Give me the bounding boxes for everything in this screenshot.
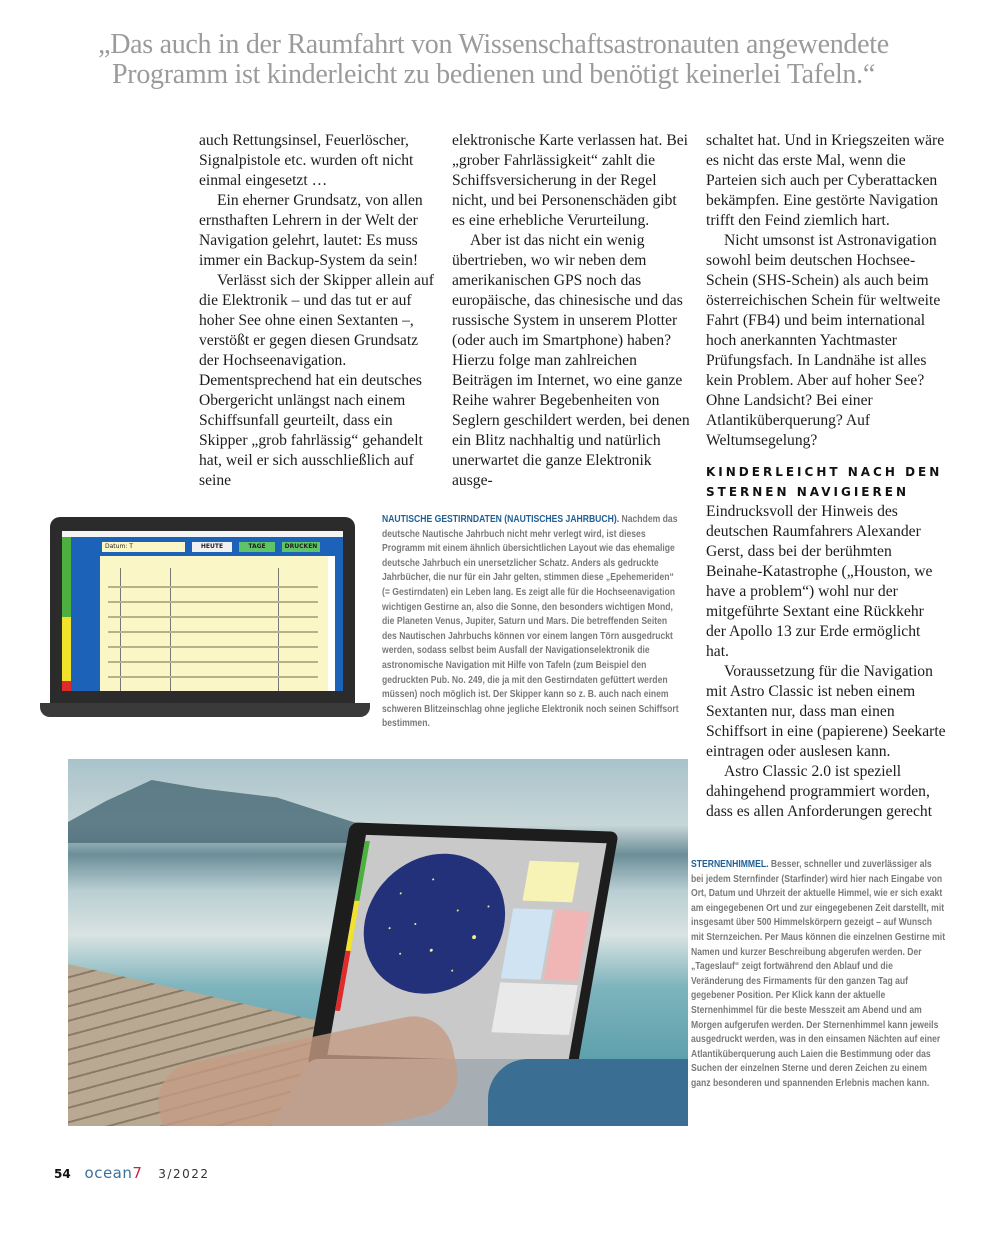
star xyxy=(432,878,434,880)
days-button: TAGE xyxy=(239,542,275,552)
laptop-almanac-image xyxy=(40,515,370,725)
caption-text: Besser, schneller und zuverlässiger als bei jedem Sternfinder (Starfinder) wird hier nach Eingabe von Ort, Datum und Uhrzeit der aktuelle Himmel, wie er sich exakt am eingegebenen Ort und zur eingegebenen Zeit darstellt, mit insgesamt über 500 Himmelskörpern gezeigt – auf Wunsch mit Sternzeichen. Per Maus können die einzelnen Gestirne mit Namen und kurzer Beschreibung abgerufen werden. Der „Tageslauf“ zeigt fortwährend den Ablauf und die Veränderung des Firmaments für den ganzen Tag auf gegebener Position. Per Klick kann der aktuelle Sternenhimmel für die beste Messzeit am Abend und am Morgen aufgerufen werden. Der Sternenhimmel kann jeweils ausgedruckt werden, was in den einsamen Nächten auf einer Atlantiküberquerung auch Laien die Bestimmung oder das Suchen der einzelnen Sterne und deren Zeichen zu einem ganz besonderen und spannenden Erlebnis machen kann. xyxy=(691,858,946,1089)
paragraph: Nicht umsonst ist Astronavigation sowohl beim deutschen Hochsee-Schein (SHS-Schein) als auch beim österreichischen Schein für weltweite Fahrt (FB4) und beim international hoch anerkannten Yachtmaster Prüfungsfach. In Landnähe ist alles kein Problem. Aber auf hoher See? Ohne Landsicht? Bei einer Atlantiküberquerung? Auf Weltumsegelung? xyxy=(706,232,941,449)
caption-lead: NAUTISCHE GESTIRNDATEN (NAUTISCHES JAHRBUCH). xyxy=(382,513,620,525)
star-chart-disc xyxy=(353,851,517,996)
logo-text: ocean xyxy=(84,1164,133,1182)
star xyxy=(451,970,453,972)
person-legs xyxy=(488,1059,688,1126)
pull-quote-line-1: „Das auch in der Raumfahrt von Wissenschaftsastronauten angewendete xyxy=(98,29,889,60)
pull-quote xyxy=(0,30,987,90)
table-row-band xyxy=(108,586,318,588)
pull-quote-line-2: Programm ist kinderleicht zu bedienen und benötigt keinerlei Tafeln.“ xyxy=(112,59,875,90)
laptop-lid xyxy=(50,517,355,707)
caption-star-sky xyxy=(691,857,945,1091)
star xyxy=(430,949,434,952)
article-column-2 xyxy=(452,131,692,491)
date-field: Datum: T xyxy=(102,542,185,552)
paragraph: Aber ist das nicht ein wenig übertrieben, wo wir neben dem amerikanischen GPS noch das europäische, das chinesische und das russische System in unserem Plotter (oder auch im Smartphone) haben? Hierzu folge man zahlreichen Beiträgen im Internet, wo eine ganze Reihe wahrer Begebenheiten von Seglern geschildert werden, bei denen ein Blitz nachhaltig und natürlich unerwartet die ganze Elektronik ausge- xyxy=(452,232,690,489)
scrollbar xyxy=(328,556,335,691)
section-subheading: KINDERLEICHT NACH DEN STERNEN NAVIGIEREN xyxy=(706,465,943,499)
paragraph: Voraussetzung für die Navigation mit Astro Classic ist neben einem Sextanten nur, dass man einen Schiffsort in eine (papierene) Seekarte eintragen oder auslesen kann. xyxy=(706,663,946,760)
page-number: 54 xyxy=(54,1167,71,1181)
star xyxy=(414,923,416,925)
table-row-band xyxy=(108,676,318,678)
help-side-button xyxy=(62,617,71,681)
table-row-band xyxy=(108,661,318,663)
star xyxy=(472,935,477,939)
star xyxy=(400,892,402,894)
back-side-button xyxy=(62,537,71,617)
table-row-band xyxy=(108,631,318,633)
print-button: DRUCKEN xyxy=(282,542,320,552)
paragraph: elektronische Karte verlassen hat. Bei „grober Fahrlässigkeit“ zahlt die Schiffsversicherung in der Regel nicht, und bei Personenschäden gibt es eine erhebliche Verurteilung. xyxy=(452,132,688,229)
laptop-base xyxy=(40,703,370,717)
table-row-band xyxy=(108,601,318,603)
article-column-3 xyxy=(706,131,946,822)
caption-nautical-data xyxy=(382,512,684,731)
page-footer xyxy=(54,1164,209,1182)
red-side-marker xyxy=(62,681,71,691)
paragraph: Astro Classic 2.0 ist speziell dahingehend programmiert worden, dass es allen Anforderungen gerecht xyxy=(706,763,933,820)
paragraph: Eindrucksvoll der Hinweis des deutschen Raumfahrers Alexander Gerst, dass bei der berühmten Beinahe-Katastrophe („Houston, we have a problem“) wohl nur der mitgeführte Sextant eine Rückkehr der Apollo 13 zur Erde ermöglicht hat. xyxy=(706,503,933,660)
star xyxy=(399,953,401,955)
caption-text: Nachdem das deutsche Nautische Jahrbuch nicht mehr verlegt wird, ist dieses Programm mit einem ähnlich übersichtlichen Layout wie das ehemalige deutsche Jahrbuch ein unersetzlicher Schatz. Anders als gedruckte Jahrbücher, die nur für ein Jahr gelten, stimmen diese „Epehemeriden“ (= Gestirndaten) ein Leben lang. Es zeigt alle für die Hochseenavigation wichtigen Gestirne an, also die Sonne, den besonders wichtigen Mond, die Planeten Venus, Jupiter, Saturn und Mars. Die betreffenden Seiten des Nautischen Jahrbuchs können vor einem langen Törn ausgedruckt werden, sodass selbst beim Ausfall der Navigationselektronik die astronomische Navigation mit Hilfe von Tafeln (zum Beispiel den gedruckten Pub. No. 249, die ja mit den Gestirndaten gefüttert werden müssen) noch möglich ist. Der Skipper kann so z. B. auch nach einem schweren Blitzeinschlag ohne jegliche Elektronik noch seinen Schiffsort bestimmen. xyxy=(382,513,679,730)
magazine-logo xyxy=(85,1164,143,1182)
sky-map-photo xyxy=(68,759,688,1126)
table-row-band xyxy=(108,646,318,648)
logo-number: 7 xyxy=(132,1164,143,1182)
star xyxy=(487,905,489,907)
issue-date: 3/2022 xyxy=(158,1167,210,1181)
paragraph: schaltet hat. Und in Kriegszeiten wäre es nicht das erste Mal, wenn die Parteien sich auch per Cyberattacken bekämpfen. Eine gestörte Navigation trifft den Feind ziemlich hart. xyxy=(706,132,945,229)
ephemeris-table xyxy=(100,556,328,691)
caption-lead: STERNENHIMMEL. xyxy=(691,858,769,870)
paragraph: Ein eherner Grundsatz, von allen ernsthaften Lehrern in der Welt der Navigation gelehrt, lautet: Es muss immer ein Backup-System da sein! xyxy=(199,192,423,269)
position-panel xyxy=(523,861,580,903)
paragraph: auch Rettungsinsel, Feuerlöscher, Signalpistole etc. wurden oft nicht einmal eingesetzt … xyxy=(199,132,414,189)
almanac-screen xyxy=(62,531,343,691)
table-row-band xyxy=(108,616,318,618)
time-buttons xyxy=(491,982,577,1035)
today-button: HEUTE xyxy=(192,542,232,552)
paragraph: Verlässt sich der Skipper allein auf die Elektronik – und das tut er auf hoher See ohne einen Sextanten –, verstößt er gegen diesen Grundsatz der Hochseenavigation. Dementsprechend hat ein deutsches Obergericht unlängst nach einem Schiffsunfall geurteilt, dass ein Skipper „grob fahrlässig“ gehandelt hat, weil er sich ausschließlich auf seine xyxy=(199,272,434,489)
star xyxy=(388,927,390,929)
article-column-1 xyxy=(199,131,439,491)
star xyxy=(457,909,459,911)
window-titlebar xyxy=(62,531,343,537)
